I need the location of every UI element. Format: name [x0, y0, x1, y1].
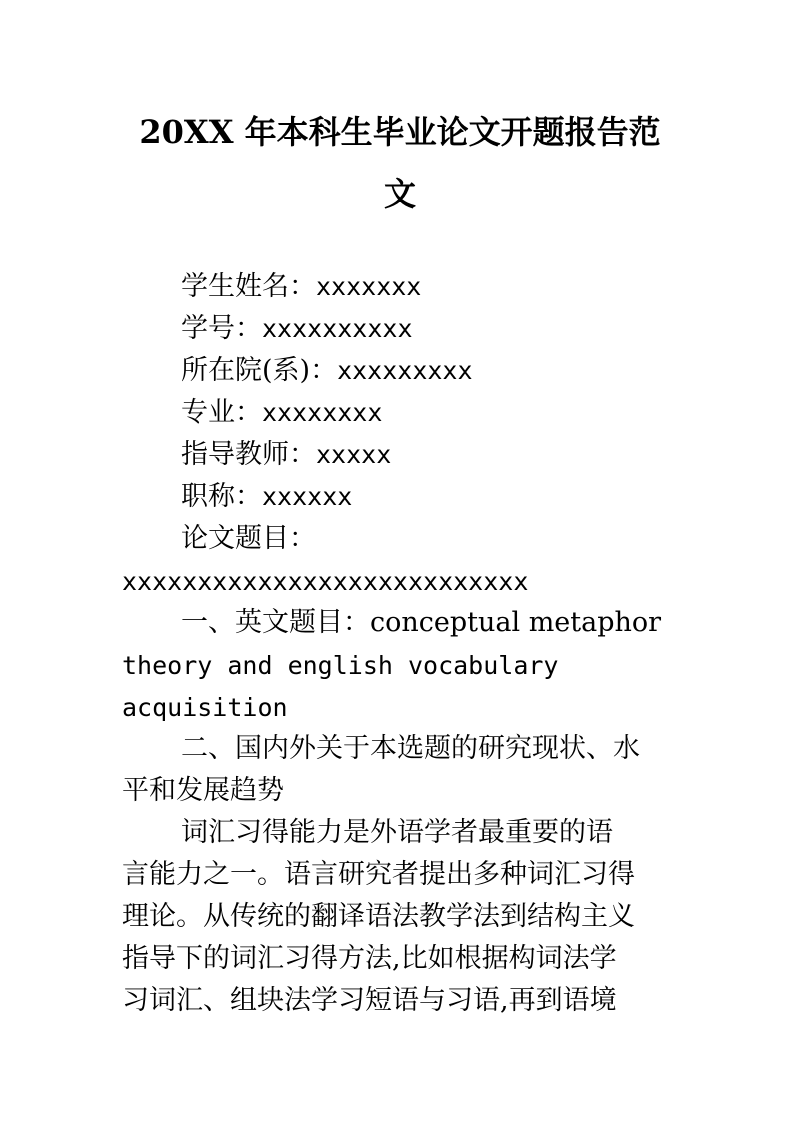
student-id-value: xxxxxxxxxx [262, 314, 413, 343]
student-id-label: 学号： [181, 313, 262, 344]
paragraph-line-2: 言能力之一。语言研究者提出多种词汇习得 [122, 859, 635, 890]
advisor-label: 指导教师： [181, 439, 316, 470]
paragraph-line-3: 理论。从传统的翻译语法教学法到结构主义 [122, 901, 635, 932]
student-name-field [181, 272, 421, 302]
advisor-field [181, 440, 391, 470]
rank-value: xxxxxx [262, 482, 353, 511]
rank-label: 职称： [181, 481, 262, 512]
section-research-status-heading-line-2: 平和发展趋势 [122, 775, 284, 806]
student-id-field [181, 314, 413, 344]
paragraph-line-4: 指导下的词汇习得方法,比如根据构词法学 [122, 943, 617, 974]
student-name-value: xxxxxxx [316, 272, 422, 301]
thesis-title-label: 论文题目： [181, 523, 316, 554]
section-english-title-line-3: acquisition [122, 693, 288, 722]
section-english-title-line-2: theory and english vocabulary [122, 651, 559, 680]
paragraph-line-5: 习词汇、组块法学习短语与习语,再到语境 [122, 985, 617, 1016]
section-english-title-line-1: 一、英文题目：conceptual metaphor [181, 607, 662, 638]
section-research-status-heading-line-1: 二、国内外关于本选题的研究现状、水 [181, 733, 640, 764]
document-title-line-2: 文 [383, 175, 416, 213]
student-name-label: 学生姓名： [181, 271, 316, 302]
thesis-title-value: xxxxxxxxxxxxxxxxxxxxxxxxxxx [122, 567, 529, 596]
major-value: xxxxxxxx [262, 398, 383, 427]
document-title-line-1: 20XX 年本科生毕业论文开题报告范 [139, 113, 661, 151]
advisor-value: xxxxx [316, 440, 392, 469]
department-value: xxxxxxxxx [337, 356, 473, 385]
department-field [181, 356, 473, 386]
rank-field [181, 482, 352, 512]
major-field [181, 398, 382, 428]
paragraph-line-1: 词汇习得能力是外语学者最重要的语 [181, 817, 613, 848]
department-label: 所在院(系)： [181, 355, 338, 386]
major-label: 专业： [181, 397, 262, 428]
